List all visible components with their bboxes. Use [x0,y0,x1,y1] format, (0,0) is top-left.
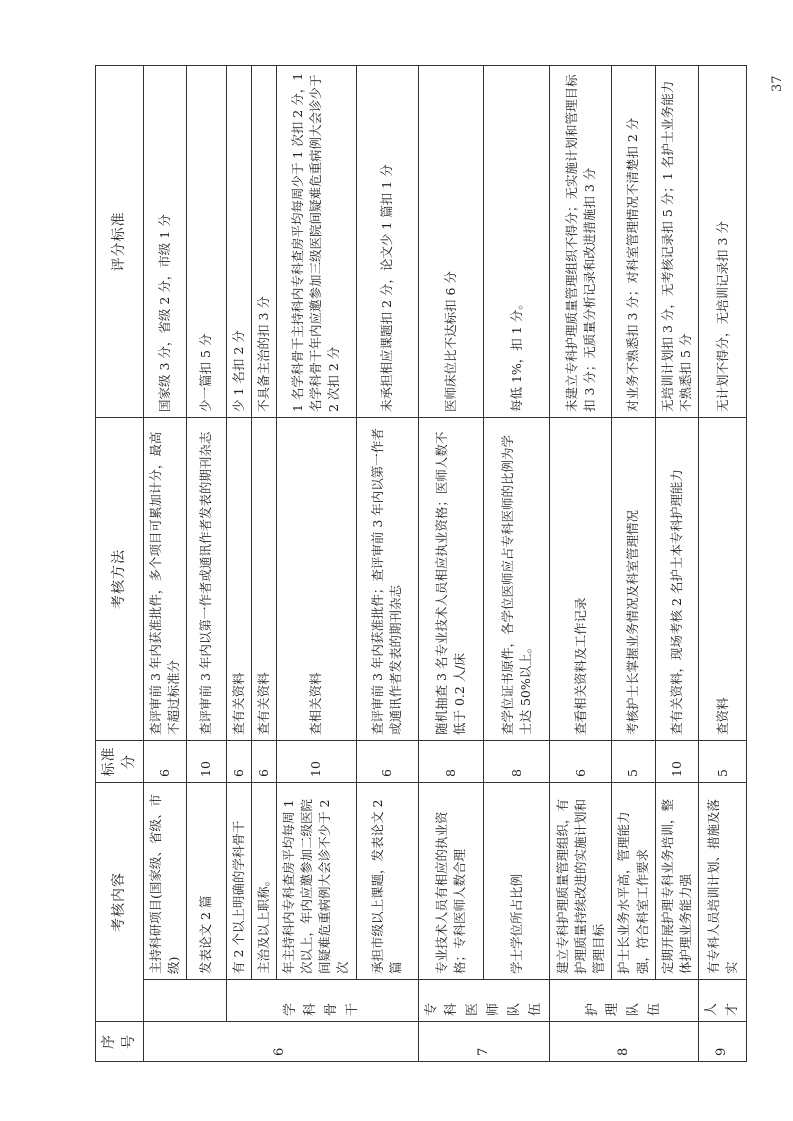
table-row [550,66,612,1062]
method-cell: 查看相关资料及工作记录 [550,418,612,741]
seq-cell: 6 [143,1022,418,1062]
assessment-table [95,65,747,1062]
criteria-cell: 少 1 名扣 2 分 [226,66,251,418]
content-cell: 承担市级以上课题，发表论文 2 篇 [356,783,418,980]
header-method: 考核方法 [96,418,144,741]
method-cell: 随机抽查 3 名专业技术人员相应执业资格；医师人数不低于 0.2 人/床 [418,418,484,741]
table-row [655,66,698,1062]
category-cell-empty [143,980,226,1022]
table-row [277,66,357,1062]
content-cell: 建立专科护理质量管理组织，有护理质量持续改进的实施计划和管理目标 [550,783,612,980]
points-cell: 10 [655,741,698,783]
criteria-cell: 未承担相应课题扣 2 分，论文少 1 篇扣 1 分 [356,66,418,418]
header-points: 标准分 [96,741,144,783]
method-cell: 查评审前 3 年内获准批件；查评审前 3 年内以第一作者或通讯作者发表的期刊杂志 [356,418,418,741]
criteria-cell: 少一篇扣 5 分 [186,66,226,418]
criteria-cell: 国家级 3 分，省级 2 分，市级 1 分 [143,66,186,418]
criteria-cell: 无培训计划扣 3 分，无考核记录扣 5 分；1 名护士业务能力不熟悉扣 5 分 [655,66,698,418]
content-cell: 年主持科内专科查房平均每周 1 次以上，年内应邀参加二级医院间疑难危重病例大会诊不少于 2 次 [277,783,357,980]
table-row [251,66,276,1062]
criteria-cell: 每低 1%，扣 1 分。 [484,66,550,418]
header-content: 考核内容 [96,783,144,1022]
points-cell: 6 [143,741,186,783]
table-row [612,66,655,1062]
method-cell: 查有关资料 [251,418,276,741]
table-row [226,66,251,1062]
table-row [418,66,484,1062]
content-cell: 护士长业务水平高，管理能力强，符合科室工作要求 [612,783,655,980]
method-cell: 查资料 [698,418,747,741]
method-cell: 查有关资料 [226,418,251,741]
page-number: 37 [770,75,785,92]
method-cell: 查评审前 3 年内获准批件，多个项目可累加计分，最高不超过标准分 [143,418,186,741]
header-criteria: 评分标准 [96,66,144,418]
seq-cell: 9 [698,1022,747,1062]
table-row [698,66,747,1062]
seq-cell: 7 [418,1022,550,1062]
content-cell: 主治及以上职称。 [251,783,276,980]
criteria-cell: 不具备主治的扣 3 分 [251,66,276,418]
method-cell: 考核护士长掌握业务情况及科室管理情况 [612,418,655,741]
content-cell: 发表论文 2 篇 [186,783,226,980]
content-cell: 定期开展护理专科业务培训，整体护理业务能力强 [655,783,698,980]
table-row [186,66,226,1062]
criteria-cell: 1 名学科骨干主持科内专科查房平均每周少于 1 次扣 2 分，1 名学科骨干年内应邀参加三级医院间疑难危重病例大会诊少于 2 次扣 2 分 [277,66,357,418]
category-cell: 人才 [698,980,747,1022]
points-cell: 6 [251,741,276,783]
seq-cell: 8 [550,1022,699,1062]
content-cell: 有 2 个以上明确的学科骨干 [226,783,251,980]
content-cell: 主持科研项目(国家级、省级、市级) [143,783,186,980]
content-cell: 有专科人员培训计划、措施及落实 [698,783,747,980]
method-cell: 查相关资料 [277,418,357,741]
category-cell: 学科骨干 [226,980,418,1022]
rotated-table-container [95,66,740,1062]
table-row [356,66,418,1062]
criteria-cell: 未建立专科护理质量管理组织不得分；无实施计划和管理目标扣 3 分；无质量分析记录和改进措施扣 3 分 [550,66,612,418]
points-cell: 5 [612,741,655,783]
content-cell: 专业技术人员有相应的执业资格；专科医师人数合理 [418,783,484,980]
content-cell: 学士学位所占比例 [484,783,550,980]
category-cell: 专科医师队伍 [418,980,550,1022]
method-cell: 查有关资料，现场考核 2 名护士本专科护理能力 [655,418,698,741]
points-cell: 6 [550,741,612,783]
points-cell: 10 [277,741,357,783]
criteria-cell: 对业务不熟悉扣 3 分；对科室管理情况不清楚扣 2 分 [612,66,655,418]
header-seq: 序号 [96,1022,144,1062]
points-cell: 8 [484,741,550,783]
points-cell: 8 [418,741,484,783]
table-row [484,66,550,1062]
points-cell: 10 [186,741,226,783]
method-cell: 查评审前 3 年内以第一作者或通讯作者发表的期刊杂志 [186,418,226,741]
category-cell: 护理队伍 [550,980,699,1022]
table-header-row [96,66,144,1062]
method-cell: 查学位证书原件，各学位医师应占专科医师的比例为学士达 50%以上。 [484,418,550,741]
points-cell: 6 [356,741,418,783]
points-cell: 6 [226,741,251,783]
points-cell: 5 [698,741,747,783]
criteria-cell: 医师床位比不达标扣 6 分 [418,66,484,418]
table-row [143,66,186,1062]
criteria-cell: 无计划不得分，无培训记录扣 3 分 [698,66,747,418]
